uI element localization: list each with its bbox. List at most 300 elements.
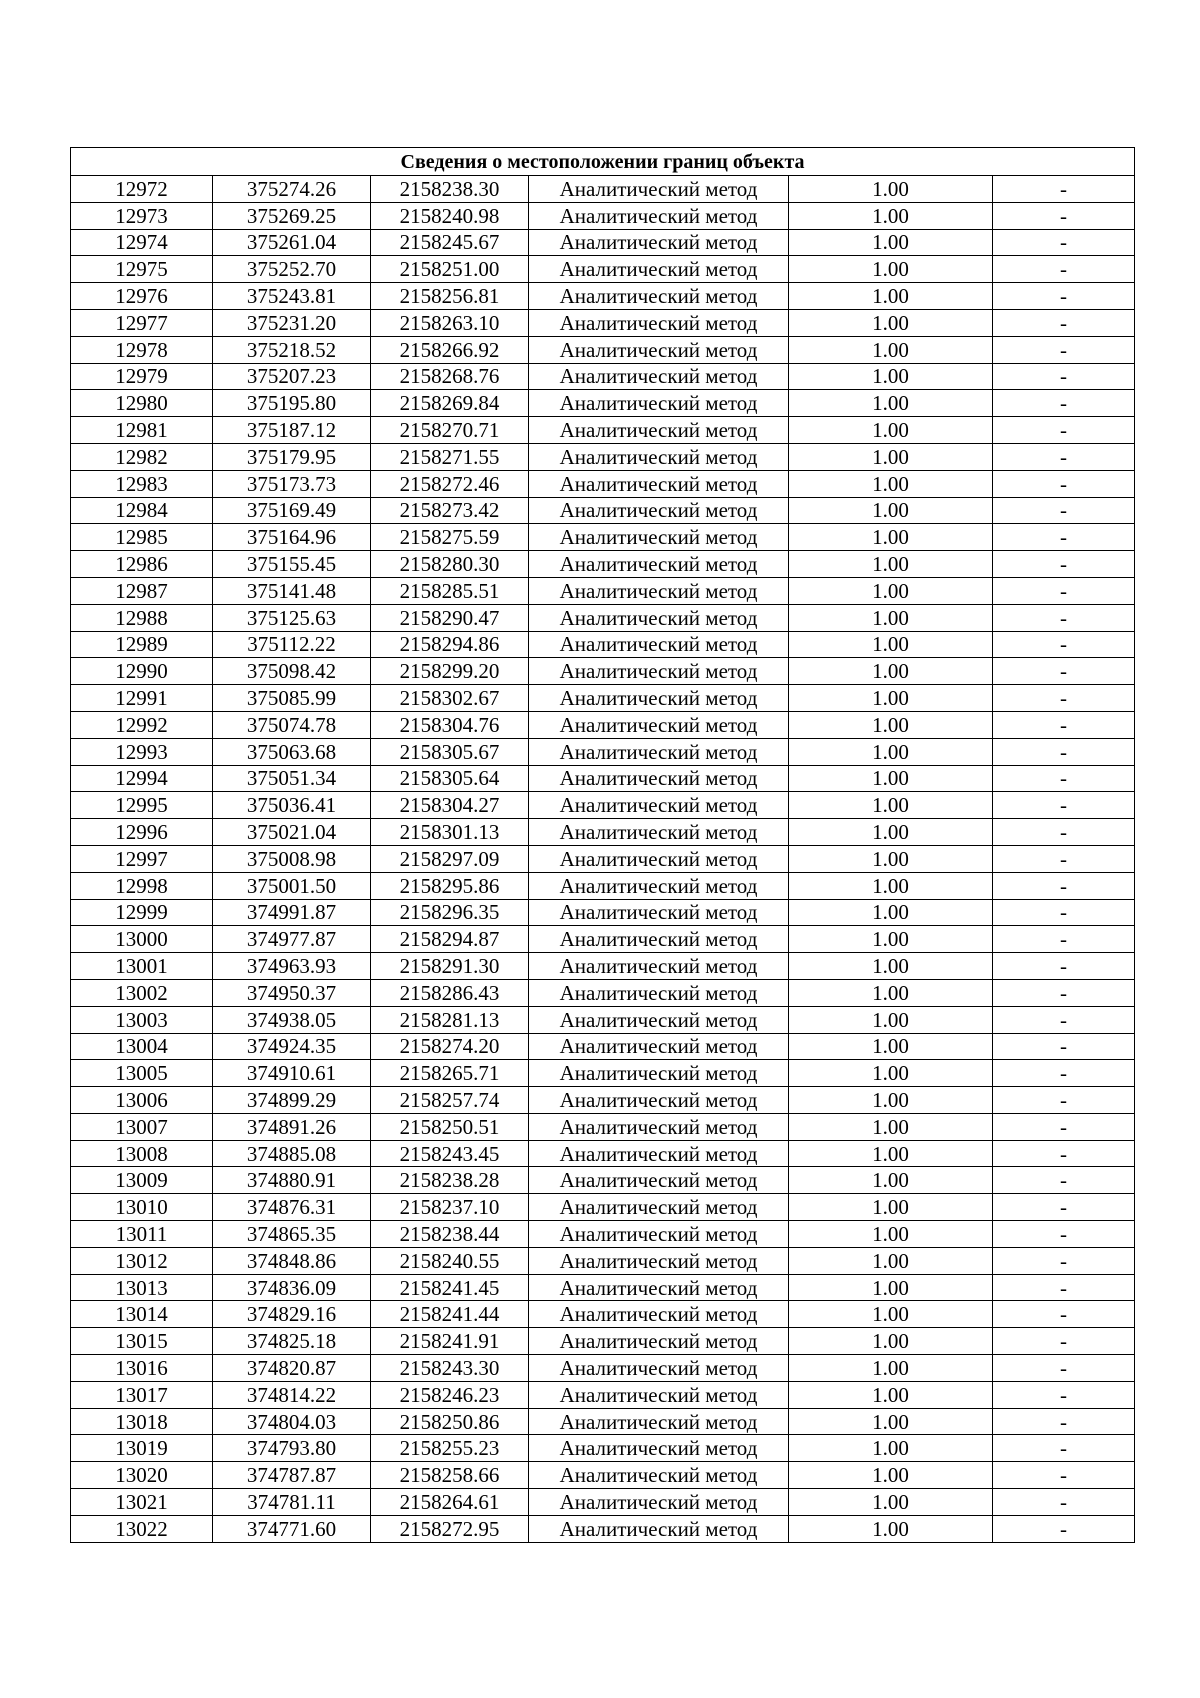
- method-cell: Аналитический метод: [529, 1515, 789, 1542]
- point-number-cell: 12976: [71, 283, 213, 310]
- accuracy-cell: 1.00: [789, 953, 993, 980]
- y-coordinate-cell: 2158241.44: [371, 1301, 529, 1328]
- method-cell: Аналитический метод: [529, 551, 789, 578]
- point-number-cell: 13004: [71, 1033, 213, 1060]
- y-coordinate-cell: 2158255.23: [371, 1435, 529, 1462]
- method-cell: Аналитический метод: [529, 1408, 789, 1435]
- description-cell: -: [993, 1140, 1135, 1167]
- point-number-cell: 12981: [71, 417, 213, 444]
- method-cell: Аналитический метод: [529, 1301, 789, 1328]
- table-row: [71, 819, 1135, 846]
- description-cell: -: [993, 872, 1135, 899]
- point-number-cell: 12997: [71, 845, 213, 872]
- x-coordinate-cell: 375179.95: [213, 443, 371, 470]
- accuracy-cell: 1.00: [789, 979, 993, 1006]
- method-cell: Аналитический метод: [529, 1381, 789, 1408]
- x-coordinate-cell: 375207.23: [213, 363, 371, 390]
- x-coordinate-cell: 375274.26: [213, 176, 371, 203]
- point-number-cell: 13022: [71, 1515, 213, 1542]
- table-row: [71, 1274, 1135, 1301]
- y-coordinate-cell: 2158285.51: [371, 577, 529, 604]
- table-row: [71, 872, 1135, 899]
- description-cell: -: [993, 443, 1135, 470]
- table-row: [71, 1167, 1135, 1194]
- y-coordinate-cell: 2158304.76: [371, 711, 529, 738]
- table-row: [71, 631, 1135, 658]
- table-row: [71, 1515, 1135, 1542]
- table-row: [71, 1221, 1135, 1248]
- x-coordinate-cell: 374885.08: [213, 1140, 371, 1167]
- description-cell: -: [993, 256, 1135, 283]
- accuracy-cell: 1.00: [789, 1194, 993, 1221]
- method-cell: Аналитический метод: [529, 1462, 789, 1489]
- table-row: [71, 1408, 1135, 1435]
- point-number-cell: 12978: [71, 336, 213, 363]
- accuracy-cell: 1.00: [789, 819, 993, 846]
- description-cell: -: [993, 470, 1135, 497]
- point-number-cell: 13010: [71, 1194, 213, 1221]
- method-cell: Аналитический метод: [529, 336, 789, 363]
- method-cell: Аналитический метод: [529, 1140, 789, 1167]
- x-coordinate-cell: 374899.29: [213, 1087, 371, 1114]
- description-cell: -: [993, 738, 1135, 765]
- description-cell: -: [993, 1221, 1135, 1248]
- description-cell: -: [993, 202, 1135, 229]
- table-row: [71, 979, 1135, 1006]
- y-coordinate-cell: 2158271.55: [371, 443, 529, 470]
- accuracy-cell: 1.00: [789, 1087, 993, 1114]
- accuracy-cell: 1.00: [789, 1515, 993, 1542]
- x-coordinate-cell: 374963.93: [213, 953, 371, 980]
- method-cell: Аналитический метод: [529, 738, 789, 765]
- accuracy-cell: 1.00: [789, 1167, 993, 1194]
- point-number-cell: 13015: [71, 1328, 213, 1355]
- accuracy-cell: 1.00: [789, 524, 993, 551]
- method-cell: Аналитический метод: [529, 229, 789, 256]
- table-row: [71, 336, 1135, 363]
- y-coordinate-cell: 2158273.42: [371, 497, 529, 524]
- method-cell: Аналитический метод: [529, 604, 789, 631]
- method-cell: Аналитический метод: [529, 899, 789, 926]
- description-cell: -: [993, 577, 1135, 604]
- x-coordinate-cell: 375252.70: [213, 256, 371, 283]
- table-row: [71, 1140, 1135, 1167]
- y-coordinate-cell: 2158243.45: [371, 1140, 529, 1167]
- y-coordinate-cell: 2158290.47: [371, 604, 529, 631]
- x-coordinate-cell: 375218.52: [213, 336, 371, 363]
- accuracy-cell: 1.00: [789, 417, 993, 444]
- point-number-cell: 13005: [71, 1060, 213, 1087]
- point-number-cell: 13001: [71, 953, 213, 980]
- x-coordinate-cell: 374829.16: [213, 1301, 371, 1328]
- y-coordinate-cell: 2158266.92: [371, 336, 529, 363]
- point-number-cell: 13006: [71, 1087, 213, 1114]
- description-cell: -: [993, 1113, 1135, 1140]
- y-coordinate-cell: 2158297.09: [371, 845, 529, 872]
- accuracy-cell: 1.00: [789, 176, 993, 203]
- point-number-cell: 12987: [71, 577, 213, 604]
- method-cell: Аналитический метод: [529, 176, 789, 203]
- x-coordinate-cell: 375231.20: [213, 309, 371, 336]
- point-number-cell: 12983: [71, 470, 213, 497]
- table-row: [71, 551, 1135, 578]
- table-row: [71, 926, 1135, 953]
- method-cell: Аналитический метод: [529, 872, 789, 899]
- accuracy-cell: 1.00: [789, 283, 993, 310]
- table-row: [71, 309, 1135, 336]
- table-row: [71, 1462, 1135, 1489]
- description-cell: -: [993, 1087, 1135, 1114]
- method-cell: Аналитический метод: [529, 497, 789, 524]
- description-cell: -: [993, 792, 1135, 819]
- method-cell: Аналитический метод: [529, 256, 789, 283]
- x-coordinate-cell: 374814.22: [213, 1381, 371, 1408]
- description-cell: -: [993, 1060, 1135, 1087]
- x-coordinate-cell: 374825.18: [213, 1328, 371, 1355]
- table-row: [71, 1247, 1135, 1274]
- accuracy-cell: 1.00: [789, 1140, 993, 1167]
- table-row: [71, 1489, 1135, 1516]
- description-cell: -: [993, 363, 1135, 390]
- y-coordinate-cell: 2158305.67: [371, 738, 529, 765]
- description-cell: -: [993, 1274, 1135, 1301]
- point-number-cell: 12998: [71, 872, 213, 899]
- x-coordinate-cell: 374938.05: [213, 1006, 371, 1033]
- x-coordinate-cell: 375063.68: [213, 738, 371, 765]
- x-coordinate-cell: 374820.87: [213, 1355, 371, 1382]
- y-coordinate-cell: 2158241.91: [371, 1328, 529, 1355]
- accuracy-cell: 1.00: [789, 1408, 993, 1435]
- x-coordinate-cell: 375141.48: [213, 577, 371, 604]
- method-cell: Аналитический метод: [529, 577, 789, 604]
- y-coordinate-cell: 2158250.51: [371, 1113, 529, 1140]
- table-row: [71, 176, 1135, 203]
- accuracy-cell: 1.00: [789, 1489, 993, 1516]
- accuracy-cell: 1.00: [789, 1006, 993, 1033]
- x-coordinate-cell: 375074.78: [213, 711, 371, 738]
- accuracy-cell: 1.00: [789, 309, 993, 336]
- x-coordinate-cell: 374793.80: [213, 1435, 371, 1462]
- accuracy-cell: 1.00: [789, 738, 993, 765]
- x-coordinate-cell: 375036.41: [213, 792, 371, 819]
- description-cell: -: [993, 711, 1135, 738]
- method-cell: Аналитический метод: [529, 1113, 789, 1140]
- description-cell: -: [993, 765, 1135, 792]
- description-cell: -: [993, 1381, 1135, 1408]
- x-coordinate-cell: 375021.04: [213, 819, 371, 846]
- method-cell: Аналитический метод: [529, 658, 789, 685]
- table-row: [71, 363, 1135, 390]
- point-number-cell: 12988: [71, 604, 213, 631]
- description-cell: -: [993, 1194, 1135, 1221]
- description-cell: -: [993, 1006, 1135, 1033]
- method-cell: Аналитический метод: [529, 417, 789, 444]
- method-cell: Аналитический метод: [529, 926, 789, 953]
- description-cell: -: [993, 1408, 1135, 1435]
- x-coordinate-cell: 374787.87: [213, 1462, 371, 1489]
- description-cell: -: [993, 899, 1135, 926]
- table-row: [71, 899, 1135, 926]
- table-row: [71, 1381, 1135, 1408]
- x-coordinate-cell: 375187.12: [213, 417, 371, 444]
- point-number-cell: 12999: [71, 899, 213, 926]
- method-cell: Аналитический метод: [529, 765, 789, 792]
- description-cell: -: [993, 1328, 1135, 1355]
- description-cell: -: [993, 631, 1135, 658]
- y-coordinate-cell: 2158302.67: [371, 685, 529, 712]
- description-cell: -: [993, 1167, 1135, 1194]
- x-coordinate-cell: 375155.45: [213, 551, 371, 578]
- point-number-cell: 13016: [71, 1355, 213, 1382]
- x-coordinate-cell: 374865.35: [213, 1221, 371, 1248]
- accuracy-cell: 1.00: [789, 685, 993, 712]
- point-number-cell: 13003: [71, 1006, 213, 1033]
- method-cell: Аналитический метод: [529, 202, 789, 229]
- method-cell: Аналитический метод: [529, 1087, 789, 1114]
- table-row: [71, 497, 1135, 524]
- description-cell: -: [993, 390, 1135, 417]
- accuracy-cell: 1.00: [789, 899, 993, 926]
- point-number-cell: 12990: [71, 658, 213, 685]
- description-cell: -: [993, 845, 1135, 872]
- table-row: [71, 1435, 1135, 1462]
- description-cell: -: [993, 417, 1135, 444]
- point-number-cell: 13002: [71, 979, 213, 1006]
- table-row: [71, 1113, 1135, 1140]
- method-cell: Аналитический метод: [529, 443, 789, 470]
- table-row: [71, 1301, 1135, 1328]
- x-coordinate-cell: 374977.87: [213, 926, 371, 953]
- x-coordinate-cell: 374804.03: [213, 1408, 371, 1435]
- accuracy-cell: 1.00: [789, 1274, 993, 1301]
- x-coordinate-cell: 374891.26: [213, 1113, 371, 1140]
- table-row: [71, 229, 1135, 256]
- y-coordinate-cell: 2158256.81: [371, 283, 529, 310]
- point-number-cell: 13018: [71, 1408, 213, 1435]
- accuracy-cell: 1.00: [789, 631, 993, 658]
- method-cell: Аналитический метод: [529, 309, 789, 336]
- method-cell: Аналитический метод: [529, 631, 789, 658]
- accuracy-cell: 1.00: [789, 1328, 993, 1355]
- y-coordinate-cell: 2158240.55: [371, 1247, 529, 1274]
- description-cell: -: [993, 336, 1135, 363]
- table-row: [71, 1194, 1135, 1221]
- table-row: [71, 524, 1135, 551]
- table-row: [71, 470, 1135, 497]
- point-number-cell: 12995: [71, 792, 213, 819]
- method-cell: Аналитический метод: [529, 819, 789, 846]
- table-row: [71, 577, 1135, 604]
- y-coordinate-cell: 2158238.28: [371, 1167, 529, 1194]
- table-row: [71, 765, 1135, 792]
- y-coordinate-cell: 2158265.71: [371, 1060, 529, 1087]
- method-cell: Аналитический метод: [529, 363, 789, 390]
- point-number-cell: 12991: [71, 685, 213, 712]
- y-coordinate-cell: 2158275.59: [371, 524, 529, 551]
- description-cell: -: [993, 1355, 1135, 1382]
- x-coordinate-cell: 375173.73: [213, 470, 371, 497]
- accuracy-cell: 1.00: [789, 497, 993, 524]
- y-coordinate-cell: 2158264.61: [371, 1489, 529, 1516]
- description-cell: -: [993, 819, 1135, 846]
- method-cell: Аналитический метод: [529, 1221, 789, 1248]
- y-coordinate-cell: 2158237.10: [371, 1194, 529, 1221]
- y-coordinate-cell: 2158305.64: [371, 765, 529, 792]
- x-coordinate-cell: 375269.25: [213, 202, 371, 229]
- table-row: [71, 845, 1135, 872]
- method-cell: Аналитический метод: [529, 979, 789, 1006]
- x-coordinate-cell: 375085.99: [213, 685, 371, 712]
- y-coordinate-cell: 2158291.30: [371, 953, 529, 980]
- accuracy-cell: 1.00: [789, 1247, 993, 1274]
- method-cell: Аналитический метод: [529, 845, 789, 872]
- x-coordinate-cell: 374781.11: [213, 1489, 371, 1516]
- description-cell: -: [993, 658, 1135, 685]
- description-cell: -: [993, 309, 1135, 336]
- accuracy-cell: 1.00: [789, 390, 993, 417]
- boundary-coordinates-table: [70, 147, 1135, 1543]
- method-cell: Аналитический метод: [529, 1435, 789, 1462]
- point-number-cell: 13000: [71, 926, 213, 953]
- accuracy-cell: 1.00: [789, 1301, 993, 1328]
- point-number-cell: 12974: [71, 229, 213, 256]
- description-cell: -: [993, 1435, 1135, 1462]
- accuracy-cell: 1.00: [789, 202, 993, 229]
- accuracy-cell: 1.00: [789, 872, 993, 899]
- y-coordinate-cell: 2158296.35: [371, 899, 529, 926]
- y-coordinate-cell: 2158272.95: [371, 1515, 529, 1542]
- method-cell: Аналитический метод: [529, 1194, 789, 1221]
- table-row: [71, 1060, 1135, 1087]
- point-number-cell: 13007: [71, 1113, 213, 1140]
- point-number-cell: 12977: [71, 309, 213, 336]
- description-cell: -: [993, 229, 1135, 256]
- point-number-cell: 12993: [71, 738, 213, 765]
- point-number-cell: 13020: [71, 1462, 213, 1489]
- table-row: [71, 283, 1135, 310]
- table-row: [71, 202, 1135, 229]
- x-coordinate-cell: 375051.34: [213, 765, 371, 792]
- x-coordinate-cell: 374876.31: [213, 1194, 371, 1221]
- table-title-row: [71, 148, 1135, 176]
- table-row: [71, 390, 1135, 417]
- accuracy-cell: 1.00: [789, 363, 993, 390]
- point-number-cell: 13019: [71, 1435, 213, 1462]
- accuracy-cell: 1.00: [789, 845, 993, 872]
- accuracy-cell: 1.00: [789, 443, 993, 470]
- y-coordinate-cell: 2158241.45: [371, 1274, 529, 1301]
- method-cell: Аналитический метод: [529, 524, 789, 551]
- point-number-cell: 12984: [71, 497, 213, 524]
- x-coordinate-cell: 375112.22: [213, 631, 371, 658]
- method-cell: Аналитический метод: [529, 792, 789, 819]
- method-cell: Аналитический метод: [529, 1167, 789, 1194]
- x-coordinate-cell: 374991.87: [213, 899, 371, 926]
- table-row: [71, 1355, 1135, 1382]
- point-number-cell: 12972: [71, 176, 213, 203]
- y-coordinate-cell: 2158299.20: [371, 658, 529, 685]
- y-coordinate-cell: 2158280.30: [371, 551, 529, 578]
- y-coordinate-cell: 2158301.13: [371, 819, 529, 846]
- accuracy-cell: 1.00: [789, 336, 993, 363]
- table-row: [71, 953, 1135, 980]
- y-coordinate-cell: 2158274.20: [371, 1033, 529, 1060]
- description-cell: -: [993, 926, 1135, 953]
- point-number-cell: 13012: [71, 1247, 213, 1274]
- y-coordinate-cell: 2158286.43: [371, 979, 529, 1006]
- x-coordinate-cell: 374836.09: [213, 1274, 371, 1301]
- table-row: [71, 256, 1135, 283]
- point-number-cell: 12975: [71, 256, 213, 283]
- method-cell: Аналитический метод: [529, 1006, 789, 1033]
- point-number-cell: 13009: [71, 1167, 213, 1194]
- x-coordinate-cell: 375243.81: [213, 283, 371, 310]
- point-number-cell: 12986: [71, 551, 213, 578]
- y-coordinate-cell: 2158257.74: [371, 1087, 529, 1114]
- accuracy-cell: 1.00: [789, 229, 993, 256]
- description-cell: -: [993, 1462, 1135, 1489]
- method-cell: Аналитический метод: [529, 283, 789, 310]
- table-body: [71, 148, 1135, 1543]
- accuracy-cell: 1.00: [789, 256, 993, 283]
- x-coordinate-cell: 375164.96: [213, 524, 371, 551]
- description-cell: -: [993, 524, 1135, 551]
- description-cell: -: [993, 1247, 1135, 1274]
- accuracy-cell: 1.00: [789, 1381, 993, 1408]
- x-coordinate-cell: 375261.04: [213, 229, 371, 256]
- accuracy-cell: 1.00: [789, 711, 993, 738]
- description-cell: -: [993, 604, 1135, 631]
- accuracy-cell: 1.00: [789, 1435, 993, 1462]
- table-title: Сведения о местоположении границ объекта: [71, 148, 1135, 176]
- accuracy-cell: 1.00: [789, 1221, 993, 1248]
- point-number-cell: 12989: [71, 631, 213, 658]
- method-cell: Аналитический метод: [529, 711, 789, 738]
- accuracy-cell: 1.00: [789, 926, 993, 953]
- y-coordinate-cell: 2158272.46: [371, 470, 529, 497]
- y-coordinate-cell: 2158250.86: [371, 1408, 529, 1435]
- point-number-cell: 13014: [71, 1301, 213, 1328]
- x-coordinate-cell: 374924.35: [213, 1033, 371, 1060]
- x-coordinate-cell: 375169.49: [213, 497, 371, 524]
- y-coordinate-cell: 2158258.66: [371, 1462, 529, 1489]
- x-coordinate-cell: 375001.50: [213, 872, 371, 899]
- description-cell: -: [993, 497, 1135, 524]
- y-coordinate-cell: 2158281.13: [371, 1006, 529, 1033]
- method-cell: Аналитический метод: [529, 1328, 789, 1355]
- y-coordinate-cell: 2158294.87: [371, 926, 529, 953]
- description-cell: -: [993, 1489, 1135, 1516]
- method-cell: Аналитический метод: [529, 1489, 789, 1516]
- y-coordinate-cell: 2158240.98: [371, 202, 529, 229]
- method-cell: Аналитический метод: [529, 685, 789, 712]
- y-coordinate-cell: 2158295.86: [371, 872, 529, 899]
- description-cell: -: [993, 979, 1135, 1006]
- point-number-cell: 13011: [71, 1221, 213, 1248]
- table-row: [71, 658, 1135, 685]
- accuracy-cell: 1.00: [789, 658, 993, 685]
- method-cell: Аналитический метод: [529, 953, 789, 980]
- accuracy-cell: 1.00: [789, 1462, 993, 1489]
- accuracy-cell: 1.00: [789, 1355, 993, 1382]
- point-number-cell: 13017: [71, 1381, 213, 1408]
- method-cell: Аналитический метод: [529, 1247, 789, 1274]
- table-row: [71, 417, 1135, 444]
- y-coordinate-cell: 2158243.30: [371, 1355, 529, 1382]
- y-coordinate-cell: 2158268.76: [371, 363, 529, 390]
- x-coordinate-cell: 374880.91: [213, 1167, 371, 1194]
- y-coordinate-cell: 2158238.44: [371, 1221, 529, 1248]
